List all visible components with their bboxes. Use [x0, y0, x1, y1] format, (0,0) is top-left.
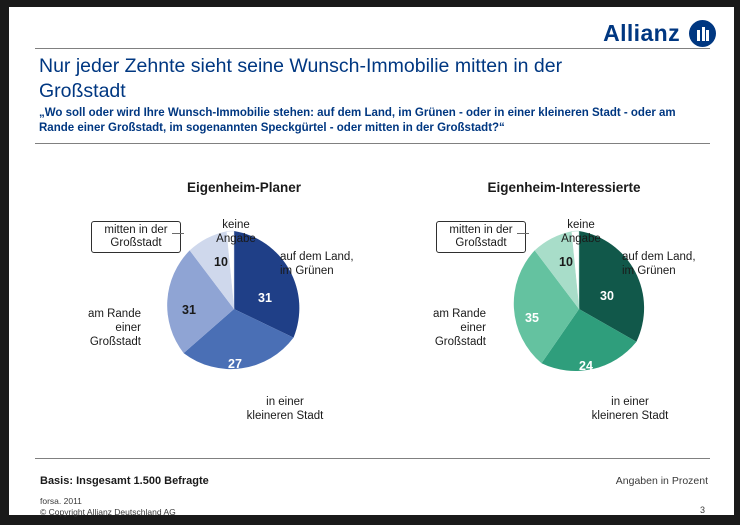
frame-border-left — [0, 0, 9, 525]
logo-text: Allianz — [603, 20, 680, 46]
allianz-logo — [603, 20, 716, 47]
units-note: Angaben in Prozent — [615, 475, 708, 487]
divider-top — [35, 48, 710, 49]
chart-title-right: Eigenheim-Interessierte — [487, 180, 641, 195]
leader-right-mitten — [517, 233, 529, 234]
slice-value-left-kleinere-stadt: 27 — [228, 357, 242, 371]
callout-right-kleinere-stadt: in einer kleineren Stadt — [591, 396, 669, 422]
callout-left-land: auf dem Land, im Grünen — [280, 251, 354, 277]
page-number: 3 — [699, 505, 705, 515]
slice-value-left-rande: 31 — [182, 303, 196, 317]
source-note — [40, 496, 176, 518]
callout-left-kleinere-stadt: in einer kleineren Stadt — [246, 396, 324, 422]
chart-title-left: Eigenheim-Planer — [186, 180, 302, 195]
source-line-1: forsa. 2011 — [40, 496, 82, 506]
callout-right-rande: am Rande einer Großstadt — [432, 308, 486, 348]
slice-value-right-mitten: 10 — [559, 255, 573, 269]
divider-middle — [35, 143, 710, 144]
slice-value-right-kleinere-stadt: 24 — [579, 359, 593, 373]
slice-value-right-land: 30 — [600, 289, 614, 303]
leader-left-mitten — [172, 233, 184, 234]
frame-border-right — [734, 0, 740, 525]
basis-note: Basis: Insgesamt 1.500 Befragte — [40, 475, 209, 487]
survey-question: „Wo soll oder wird Ihre Wunsch-Immobilie stehen: auf dem Land, im Grünen - oder in einer kleineren Stadt - oder am Rande einer Großstadt, im sogenannten Speckgürtel - oder mitten in der Großstadt?“ — [39, 107, 676, 134]
slice-value-left-land: 31 — [258, 291, 272, 305]
callout-right-land: auf dem Land, im Grünen — [622, 251, 696, 277]
callout-left-rande: am Rande einer Großstadt — [87, 308, 141, 348]
slide-canvas — [9, 7, 734, 515]
slice-value-left-mitten: 10 — [214, 255, 228, 269]
callout-left-mitten: mitten in der Großstadt — [91, 221, 181, 253]
page-title: Nur jeder Zehnte sieht seine Wunsch-Immobilie mitten in der Großstadt — [39, 55, 563, 102]
callout-right-mitten: mitten in der Großstadt — [436, 221, 526, 253]
callout-left-keine-angabe: keine Angabe — [216, 219, 256, 245]
slice-value-right-rande: 35 — [525, 311, 539, 325]
callout-right-keine-angabe: keine Angabe — [561, 219, 601, 245]
source-line-2: © Copyright Allianz Deutschland AG — [40, 507, 176, 517]
allianz-eagle-icon — [689, 20, 716, 47]
divider-bottom — [35, 458, 710, 459]
frame-border-top — [0, 0, 740, 7]
